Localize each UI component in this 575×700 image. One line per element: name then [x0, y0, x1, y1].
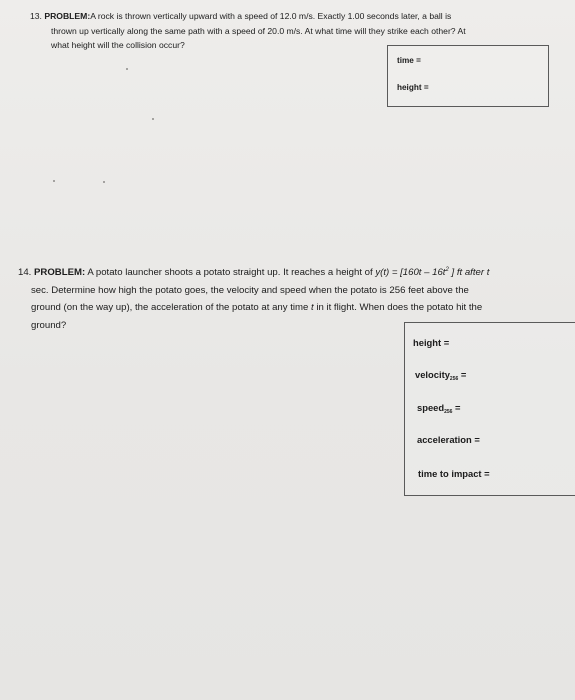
- problem-14-text-3b: in it flight. When does the potato hit the: [313, 302, 483, 314]
- problem-14-answer-box: [404, 322, 575, 496]
- problem-14-line-2: sec. Determine how high the potato goes, the velocity and speed when the potato is 256 feet above the: [31, 284, 469, 296]
- paper-speck: [152, 118, 154, 120]
- problem-14-heading: PROBLEM:: [34, 267, 86, 278]
- problem-13-line-1: [30, 11, 451, 21]
- time-variable: t: [311, 302, 314, 314]
- problem-14-text-1b: ] ft after: [448, 267, 487, 278]
- velocity-answer-label: velocity$_{256}$ =: [415, 369, 467, 382]
- problem-14-number: 14.: [18, 267, 32, 278]
- problem-14-text-1a: A potato launcher shoots a potato straight up. It reaches a height of: [87, 267, 376, 278]
- problem-13-text-1: A rock is thrown vertically upward with a speed of 12.0 m/s. Exactly 1.00 seconds later, a ball is: [90, 11, 452, 21]
- height-function-exponent: 2: [445, 267, 449, 273]
- height-function: y(t) = [160t – 16t: [375, 267, 446, 278]
- problem-13-number: 13.: [30, 11, 42, 21]
- problem-13-heading: PROBLEM:: [44, 11, 91, 21]
- problem-14-line-3: [18, 299, 558, 317]
- problem-13-line-3: what height will the collision occur?: [51, 40, 185, 51]
- acceleration-answer-label: acceleration =: [417, 434, 480, 445]
- problem-14-line-1: [18, 267, 489, 278]
- time-variable: t: [486, 267, 490, 278]
- height-answer-label: height =: [413, 337, 450, 348]
- problem-14-line-4: ground?: [31, 319, 67, 331]
- height-answer-label: height =: [397, 83, 429, 92]
- paper-speck: [126, 68, 128, 70]
- paper-speck: [103, 181, 105, 183]
- problem-13-line-2: thrown up vertically along the same path with a speed of 20.0 m/s. At what time will they strike each other? At: [51, 25, 466, 36]
- problem-13-answer-box: [387, 45, 549, 107]
- time-answer-label: time =: [397, 56, 421, 65]
- paper-speck: [53, 180, 55, 182]
- problem-14-text-3a: ground (on the way up), the acceleration of the potato at any time: [31, 302, 311, 314]
- time-to-impact-answer-label: time to impact =: [418, 468, 490, 479]
- speed-answer-label: speed$_{256}$ =: [417, 402, 461, 415]
